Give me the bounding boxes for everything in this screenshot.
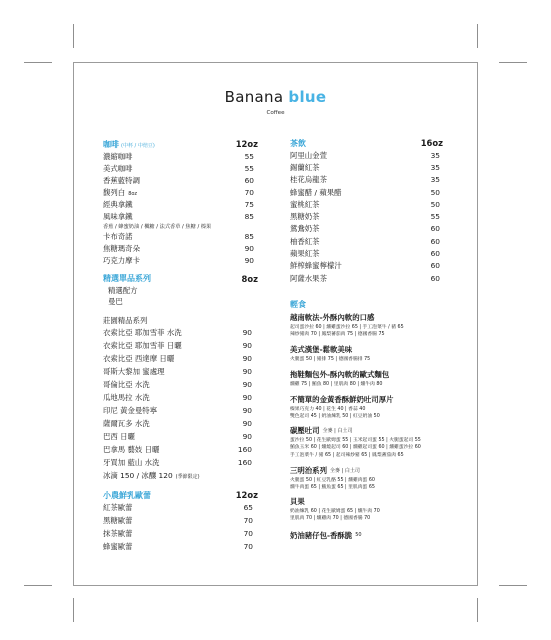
item-name: 冰滴 150 / 冰釀 120 [103, 471, 173, 480]
meal-group-note: 全麥 | 白土司 [322, 427, 353, 434]
subsection-title [103, 314, 258, 326]
menu-item [103, 378, 258, 391]
menu-item [103, 230, 258, 242]
meal-group-title: 碳壓吐司 [290, 425, 320, 435]
section-header [103, 273, 258, 285]
cup-size: 16oz [420, 138, 443, 148]
single-origin-section [103, 273, 258, 308]
item-price: 55 [244, 163, 254, 173]
menu-item [290, 186, 443, 198]
item-name: 經典拿鐵 [103, 199, 133, 209]
meal-group-line: 辣炒豬肉 70 | 鳳梨蕃茄肉 75 | 德國香腸 75 [290, 332, 385, 338]
menu-item [103, 150, 258, 162]
item-name: 桂花烏龍茶 [290, 175, 327, 185]
meal-group-title: 美式漢堡-鬆軟美味 [290, 344, 353, 354]
item-name: 衣索比亞 耶加雪菲 日曬 [103, 341, 182, 350]
item-name: 馥列白 [103, 187, 126, 197]
crop-mark [477, 598, 478, 622]
item-name: 抹茶歐蕾 [103, 529, 133, 538]
meal-group-line: 起司蛋沙拉 60 | 燻雞蛋沙拉 65 | 手工泡菜牛 / 豬 65 [290, 324, 404, 330]
item-name: 阿薩水果茶 [290, 273, 327, 283]
menu-item [290, 272, 443, 284]
item-price: 55 [430, 212, 440, 222]
section-title: 精選單品系列 [103, 274, 151, 284]
coffee-section [103, 138, 258, 266]
meal-group [290, 496, 475, 522]
menu-item [103, 391, 258, 404]
meal-group-title: 越南軟法-外酥內軟的口感 [290, 312, 375, 322]
menu-item [103, 430, 258, 443]
item-name: 哥斯大黎加 蜜處理 [103, 367, 165, 376]
section-note: (中杯 / 中焙豆) [121, 142, 155, 149]
section-title: 咖啡 [103, 139, 119, 149]
section-header [103, 138, 258, 150]
menu-item [103, 186, 258, 198]
item-price: 90 [242, 393, 252, 402]
menu-item [103, 527, 258, 540]
meal-group-title: 三明治系列 [290, 465, 327, 475]
meal-group-title-row [290, 530, 475, 541]
menu-item [103, 501, 258, 514]
menu-item [103, 352, 258, 365]
brand-tagline: Coffee [266, 110, 285, 116]
item-price: 90 [242, 367, 252, 376]
item-name: 蜂蜜歐蕾 [103, 542, 133, 551]
item-name: 曼巴 [108, 297, 123, 307]
item-name: 風味拿鐵 [103, 211, 133, 221]
tea-section [290, 137, 443, 284]
item-name: 衣索比亞 西達摩 日曬 [103, 354, 175, 363]
section-title: 輕食 [290, 299, 306, 309]
menu-item [290, 149, 443, 161]
item-price: 90 [242, 380, 252, 389]
subsection-title-text: 莊園精品系列 [103, 315, 148, 325]
menu-item [290, 161, 443, 173]
item-price: 70 [243, 529, 253, 538]
item-price: 75 [244, 199, 254, 209]
item-price: 160 [237, 458, 252, 467]
crop-mark [499, 585, 527, 586]
meal-group-note: 全麥 | 白土司 [329, 467, 360, 474]
item-name: 鮮榨蜂蜜檸檬汁 [290, 261, 342, 271]
item-price: 50 [430, 199, 440, 209]
cold-brew-item [103, 469, 258, 482]
item-name: 黑糖歐蕾 [103, 516, 133, 525]
meal-group [290, 344, 475, 363]
meal-group-line: 燻牛肉蛋 65 | 鮪魚蛋 65 | 里肌肉蛋 65 [290, 485, 375, 491]
brand-name: Banana [224, 88, 284, 106]
item-price: 160 [237, 445, 252, 454]
crop-mark [24, 62, 52, 63]
meal-group [290, 369, 475, 388]
blend-item [103, 296, 258, 308]
item-name: 美式咖啡 [103, 163, 133, 173]
item-name: 精選配方 [108, 285, 138, 295]
crop-mark [73, 24, 74, 48]
meal-group [290, 312, 475, 338]
section-header [290, 298, 443, 310]
item-name: 蜜桃紅茶 [290, 199, 320, 209]
menu-item [290, 223, 443, 235]
item-price: 60 [244, 175, 254, 185]
item-name: 蜂蜜醋 / 蘋果醋 [290, 187, 342, 197]
item-name: 黑糖奶茶 [290, 212, 320, 222]
menu-item [290, 235, 443, 247]
item-price: 60 [430, 249, 440, 259]
item-name: 濃縮咖啡 [103, 151, 133, 161]
menu-item [103, 210, 258, 222]
item-price: 70 [243, 542, 253, 551]
item-name: 哥倫比亞 水洗 [103, 380, 150, 389]
item-name: 巴西 日曬 [103, 432, 135, 441]
item-name: 紅茶歐蕾 [103, 503, 133, 512]
section-title: 茶飲 [290, 138, 306, 148]
item-price: 90 [242, 354, 252, 363]
section-title-group [103, 139, 155, 150]
item-price: 90 [244, 255, 254, 265]
meal-group-line: 奶油煉乳 60 | 花生歐姆蛋 65 | 燻牛肉 70 [290, 508, 380, 514]
crop-mark [477, 24, 478, 48]
item-price: 55 [244, 151, 254, 161]
menu-item [103, 326, 258, 339]
item-price: 70 [244, 187, 254, 197]
menu-item [103, 456, 258, 469]
item-name: 香蕉藍特調 [103, 175, 140, 185]
meal-group-title: 不簡單的金黃香酥鮮奶吐司厚片 [290, 394, 394, 404]
item-price: 90 [242, 328, 252, 337]
menu-item [103, 443, 258, 456]
item-price: 90 [242, 341, 252, 350]
meal-group-line: 榛果巧克力 40 | 花生 40 | 香蒜 40 [290, 406, 366, 412]
item-price: 60 [430, 224, 440, 234]
meal-group-line: 火腿蛋 50 | 紅豆乳酪 55 | 燻雞肉蛋 60 [290, 477, 375, 483]
item-name: 蘋果紅茶 [290, 249, 320, 259]
meal-group-title: 貝果 [290, 496, 305, 506]
crop-mark [73, 598, 74, 622]
item-note: (季節限定) [175, 474, 200, 480]
item-name: 巴拿馬 藝妓 日曬 [103, 445, 160, 454]
crop-mark [24, 585, 52, 586]
brand-logo [0, 88, 551, 106]
meal-group-title-row [290, 465, 475, 476]
item-name: 薩爾瓦多 水洗 [103, 419, 150, 428]
milk-section [103, 489, 258, 553]
blend-item [103, 285, 258, 297]
cup-size: 12oz [235, 490, 258, 500]
section-header [290, 137, 443, 149]
item-name: 牙買加 藍山 水洗 [103, 458, 160, 467]
item-price: 90 [242, 419, 252, 428]
meal-group-price: 50 [355, 532, 362, 538]
item-name: 卡布奇諾 [103, 231, 133, 241]
item-price: 60 [430, 261, 440, 271]
item-name: 瓜地馬拉 水洗 [103, 393, 150, 402]
item-price: 35 [430, 175, 440, 185]
item-price: 85 [244, 231, 254, 241]
meal-group-line: 雙色起司 45 | 奶油煉乳 50 | 紅豆奶油 50 [290, 414, 380, 420]
menu-item [103, 417, 258, 430]
item-name: 衣索比亞 耶加雪菲 水洗 [103, 328, 182, 337]
item-price: 60 [430, 236, 440, 246]
item-price: 35 [430, 150, 440, 160]
cup-size: 8oz [241, 273, 258, 284]
item-price: 90 [242, 406, 252, 415]
item-name: 焦糖瑪奇朵 [103, 243, 140, 253]
item-name: 錫蘭紅茶 [290, 162, 320, 172]
section-header [103, 489, 258, 501]
flavor-options: 香蕉 / 蜂蜜奶油 / 楓糖 / 法式香草 / 焦糖 / 榛果 [103, 223, 212, 230]
meal-group-line: 手工泡菜牛 / 豬 65 | 起司辣炒豬 65 | 鳳梨蕃茄肉 65 [290, 452, 404, 458]
crop-mark [499, 62, 527, 63]
meal-group [290, 530, 475, 541]
meal-group-title: 奶油豬仔包-香酥脆 [290, 530, 353, 540]
item-name-group [103, 187, 137, 198]
item-price: 50 [430, 187, 440, 197]
meal-group-line: 火腿蛋 50 | 豬排 75 | 德國香腸排 75 [290, 356, 371, 362]
item-price: 70 [243, 516, 253, 525]
meal-group-line: 鮪魚玉米 60 | 燻燒起司 60 | 燻雞起司蛋 60 | 燻雞蛋沙拉 60 [290, 445, 421, 451]
menu-item [103, 540, 258, 553]
light-meals-section [290, 298, 443, 310]
menu-item [103, 404, 258, 417]
item-price: 90 [244, 243, 254, 253]
item-name: 柚香紅茶 [290, 236, 320, 246]
menu-item [103, 254, 258, 266]
brand-name-accent: blue [288, 88, 327, 106]
item-price: 60 [430, 273, 440, 283]
menu-item [103, 162, 258, 174]
item-price: 90 [242, 432, 252, 441]
menu-item [103, 514, 258, 527]
item-note: 8oz [128, 190, 138, 197]
item-name: 印尼 黃金曼特寧 [103, 406, 158, 415]
item-price: 85 [244, 211, 254, 221]
item-name: 阿里山金萱 [290, 150, 327, 160]
meal-group [290, 425, 475, 459]
item-name: 巧克力摩卡 [103, 255, 140, 265]
menu-item [103, 339, 258, 352]
section-title: 小農鮮乳歐蕾 [103, 490, 151, 500]
item-price: 35 [430, 162, 440, 172]
item-price: 65 [243, 503, 253, 512]
meal-group-line: 燻雞 75 | 鮪魚 80 | 里肌肉 80 | 燻牛肉 80 [290, 381, 383, 387]
menu-item [103, 242, 258, 254]
menu-item [290, 260, 443, 272]
meal-group-line: 蛋沙拉 50 | 花生歐姆蛋 55 | 玉米起司蛋 55 | 火腿蛋起司 55 [290, 437, 421, 443]
menu-item [290, 198, 443, 210]
item-name-group [103, 470, 200, 481]
meal-group-title-row [290, 425, 475, 436]
menu-item [103, 174, 258, 186]
cup-size: 12oz [235, 139, 258, 149]
estate-section [103, 314, 258, 482]
item-name: 鴛鴦奶茶 [290, 224, 320, 234]
menu-item [290, 247, 443, 259]
menu-item [290, 210, 443, 222]
menu-item [290, 174, 443, 186]
meal-group [290, 465, 475, 491]
menu-item [103, 198, 258, 210]
meal-group [290, 394, 475, 420]
menu-item [103, 365, 258, 378]
meal-group-title: 拖鞋麵包外-酥內軟的歐式麵包 [290, 369, 390, 379]
meal-group-line: 里肌肉 70 | 燻雞肉 70 | 德國香腸 70 [290, 516, 371, 522]
